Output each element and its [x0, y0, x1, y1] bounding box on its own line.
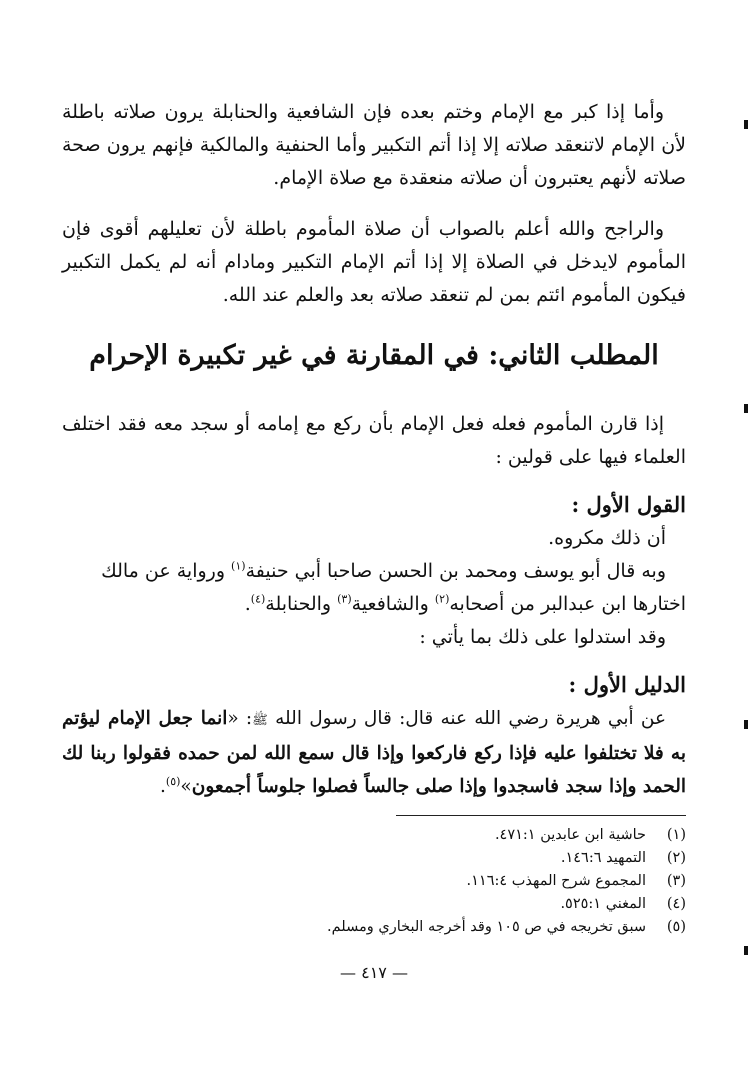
first-evidence-section — [62, 668, 686, 803]
footnote-item — [62, 916, 686, 939]
margin-mark — [744, 404, 748, 413]
footnote-item — [62, 847, 686, 870]
hadith-text: انما جعل الإمام ليؤتم به فلا تختلفوا عليه فإذا ركع فاركعوا وإذا قال سمع الله لمن حمده فقولوا ربنا لك الحمد وإذا سجد فاسجدوا وإذا صلى جالساً فصلوا جلوساً أجمعون — [62, 708, 686, 797]
first-opinion-section — [62, 488, 686, 654]
footnote-number: (٤) — [666, 896, 686, 912]
footnote-number: (٢) — [666, 850, 686, 866]
section-heading: المطلب الثاني: في المقارنة في غير تكبيرة الإحرام — [89, 340, 659, 371]
footnote-ref-4[interactable]: (٤) — [250, 592, 266, 606]
margin-mark — [744, 946, 748, 955]
footnote-text: المغني ٥٢٥:١. — [560, 896, 646, 912]
paragraph-2: والراجح والله أعلم بالصواب أن صلاة المأموم باطلة لأن تعليلهم أقوى فإن المأموم لايدخل في الصلاة إلا إذا أتم الإمام التكبير ومادام أنه لم يكمل التكبير فيكون المأموم ائتم بمن لم تنعقد صلاته بعد والعلم عند الله. — [62, 218, 686, 306]
salawat-glyph: ﷺ — [252, 713, 268, 728]
footnote-item — [62, 893, 686, 916]
footnote-ref-5[interactable]: (٥) — [165, 774, 181, 788]
hadith-paragraph — [62, 702, 686, 803]
hadith-end: . — [160, 776, 166, 797]
opinion-text: وبه قال أبو يوسف ومحمد بن الحسن صاحبا أبي حنيفة — [245, 560, 666, 582]
quote-close: » — [180, 776, 192, 797]
paragraph-1: وأما إذا كبر مع الإمام وختم بعده فإن الشافعية والحنابلة يرون صلاته باطلة لأن الإمام لاتنعقد صلاته إلا إذا أتم التكبير وأما الحنفية والمالكية فإنهم يرون صحة صلاته لأنهم يعتبرون أن صلاته منعقدة مع صلاة الإمام. — [62, 101, 686, 189]
paragraph-3: إذا قارن المأموم فعله فعل الإمام بأن ركع مع إمامه أو سجد معه فقد اختلف العلماء فيها على قولين : — [62, 413, 686, 468]
footnote-number: (٥) — [666, 919, 686, 935]
footnote-text: المجموع شرح المهذب ١١٦:٤. — [466, 873, 646, 889]
footnote-ref-2[interactable]: (٢) — [434, 592, 450, 606]
footnote-ref-1[interactable]: (١) — [231, 559, 246, 573]
footnote-divider — [396, 815, 686, 816]
first-opinion-line-4: وقد استدلوا على ذلك بما يأتي : — [419, 626, 666, 648]
footnote-number: (١) — [666, 827, 686, 843]
opinion-text: اختارها ابن عبدالبر من أصحابه — [449, 593, 686, 615]
opinion-text: والشافعية — [351, 593, 435, 615]
quote-open: : « — [227, 708, 253, 729]
first-opinion-title: القول الأول : — [571, 492, 686, 517]
page-number: — ٤١٧ — — [340, 963, 408, 982]
opinion-text: . — [244, 593, 251, 615]
footnote-text: حاشية ابن عابدين ٤٧١:١. — [494, 827, 646, 843]
footnotes-list — [62, 824, 686, 939]
first-evidence-title: الدليل الأول : — [568, 672, 686, 697]
hadith-intro: عن أبي هريرة رضي الله عنه قال: قال رسول الله — [267, 708, 666, 729]
first-opinion-line-3 — [62, 588, 686, 621]
footnote-item — [62, 824, 686, 847]
first-opinion-line-1: أن ذلك مكروه. — [548, 527, 666, 549]
footnote-number: (٣) — [666, 873, 686, 889]
margin-mark — [744, 120, 748, 129]
footnote-text: سبق تخريجه في ص ١٠٥ وقد أخرجه البخاري ومسلم. — [327, 919, 646, 935]
footnote-ref-3[interactable]: (٣) — [337, 592, 352, 606]
opinion-text: ورواية عن مالك — [101, 560, 232, 582]
opinion-text: والحنابلة — [265, 593, 338, 615]
footnote-item — [62, 870, 686, 893]
first-opinion-line-2 — [62, 555, 686, 588]
margin-mark — [744, 720, 748, 729]
footnote-text: التمهيد ١٤٦:٦. — [560, 850, 646, 866]
